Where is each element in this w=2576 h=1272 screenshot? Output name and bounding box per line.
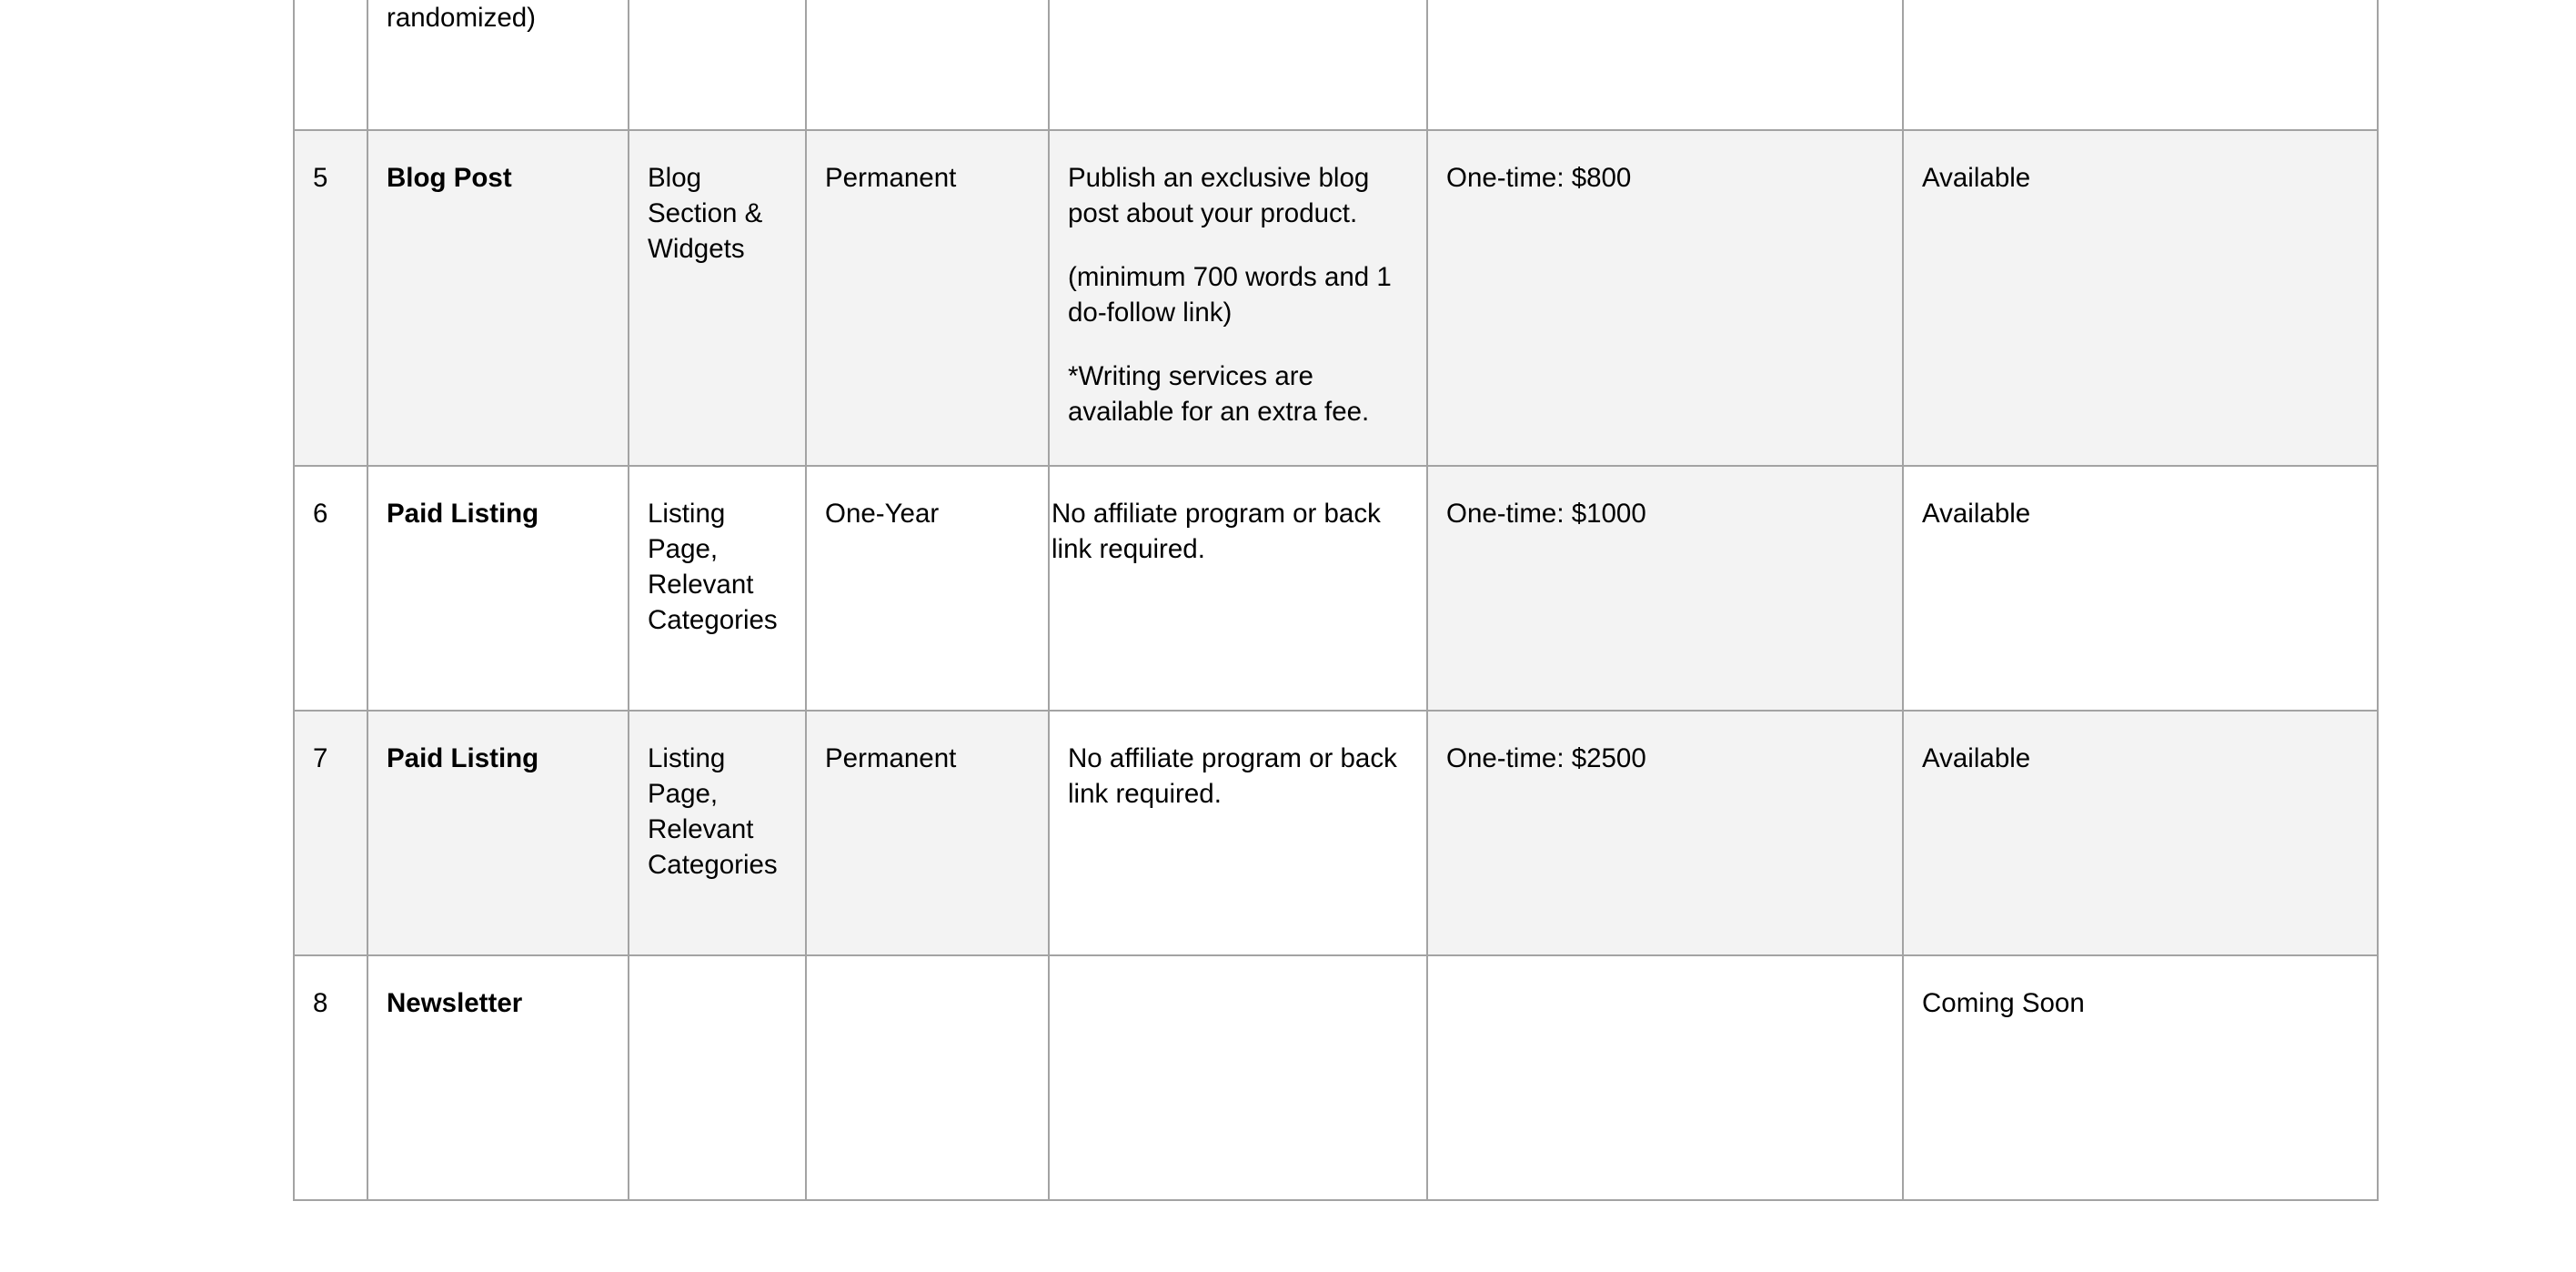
advertising-options-table xyxy=(293,0,2379,1201)
option-name: Newsletter xyxy=(387,988,523,1018)
pricing-table-container xyxy=(293,0,2379,1201)
location-cell xyxy=(629,0,806,130)
status-text: Available xyxy=(1922,163,2031,193)
status-cell xyxy=(1903,466,2378,711)
row-number: 8 xyxy=(313,988,328,1018)
status-cell xyxy=(1903,711,2378,955)
row-number-cell xyxy=(294,955,367,1200)
details-cell xyxy=(1049,0,1427,130)
table-row xyxy=(294,130,2378,466)
location-cell xyxy=(629,466,806,711)
option-name: Paid Listing xyxy=(387,743,539,773)
price-cell xyxy=(1427,955,1903,1200)
details-paragraph: (minimum 700 words and 1 do-follow link) xyxy=(1068,262,1392,328)
price-cell xyxy=(1427,0,1903,130)
row-number: 7 xyxy=(313,743,328,773)
duration-text: One-Year xyxy=(825,499,940,529)
duration-cell xyxy=(806,711,1049,955)
row-number-cell xyxy=(294,130,367,466)
duration-cell xyxy=(806,466,1049,711)
price-text: One-time: $2500 xyxy=(1446,743,1646,773)
status-cell xyxy=(1903,0,2378,130)
details-text: No affiliate program or back link required. xyxy=(1052,499,1381,564)
details-cell xyxy=(1049,955,1427,1200)
location-text: Blog Section & Widgets xyxy=(648,163,763,264)
duration-cell xyxy=(806,955,1049,1200)
row-number: 6 xyxy=(313,499,328,529)
option-name: Blog Post xyxy=(387,163,512,193)
price-text: One-time: $1000 xyxy=(1446,499,1646,529)
option-name-cell xyxy=(367,130,629,466)
option-name-cell xyxy=(367,466,629,711)
status-text: Available xyxy=(1922,743,2031,773)
table-row xyxy=(294,711,2378,955)
details-cell xyxy=(1049,130,1427,466)
duration-cell xyxy=(806,0,1049,130)
table-row xyxy=(294,955,2378,1200)
status-cell xyxy=(1903,955,2378,1200)
row-number-cell xyxy=(294,466,367,711)
row-number-cell xyxy=(294,0,367,130)
location-text: Listing Page, Relevant Categories xyxy=(648,743,778,880)
details-text: No affiliate program or back link required. xyxy=(1068,743,1397,809)
details-cell xyxy=(1049,466,1427,711)
price-cell xyxy=(1427,711,1903,955)
table-row xyxy=(294,466,2378,711)
price-cell xyxy=(1427,130,1903,466)
row-number: 5 xyxy=(313,163,328,193)
duration-cell xyxy=(806,130,1049,466)
details-paragraph: Publish an exclusive blog post about your product. xyxy=(1068,163,1370,228)
option-name-cell xyxy=(367,955,629,1200)
details-paragraph: *Writing services are available for an extra fee. xyxy=(1068,361,1370,427)
status-cell xyxy=(1903,130,2378,466)
status-text: Available xyxy=(1922,499,2031,529)
location-cell xyxy=(629,955,806,1200)
location-text: Listing Page, Relevant Categories xyxy=(648,499,778,635)
location-cell xyxy=(629,711,806,955)
price-cell xyxy=(1427,466,1903,711)
price-text: One-time: $800 xyxy=(1446,163,1632,193)
location-cell xyxy=(629,130,806,466)
details-cell xyxy=(1049,711,1427,955)
duration-text: Permanent xyxy=(825,163,957,193)
option-name: Paid Listing xyxy=(387,499,539,529)
row-number-cell xyxy=(294,711,367,955)
duration-text: Permanent xyxy=(825,743,957,773)
option-name-cell xyxy=(367,711,629,955)
option-name-cell xyxy=(367,0,629,130)
status-text: Coming Soon xyxy=(1922,988,2085,1018)
table-row xyxy=(294,0,2378,130)
option-name: randomized) xyxy=(387,3,536,33)
